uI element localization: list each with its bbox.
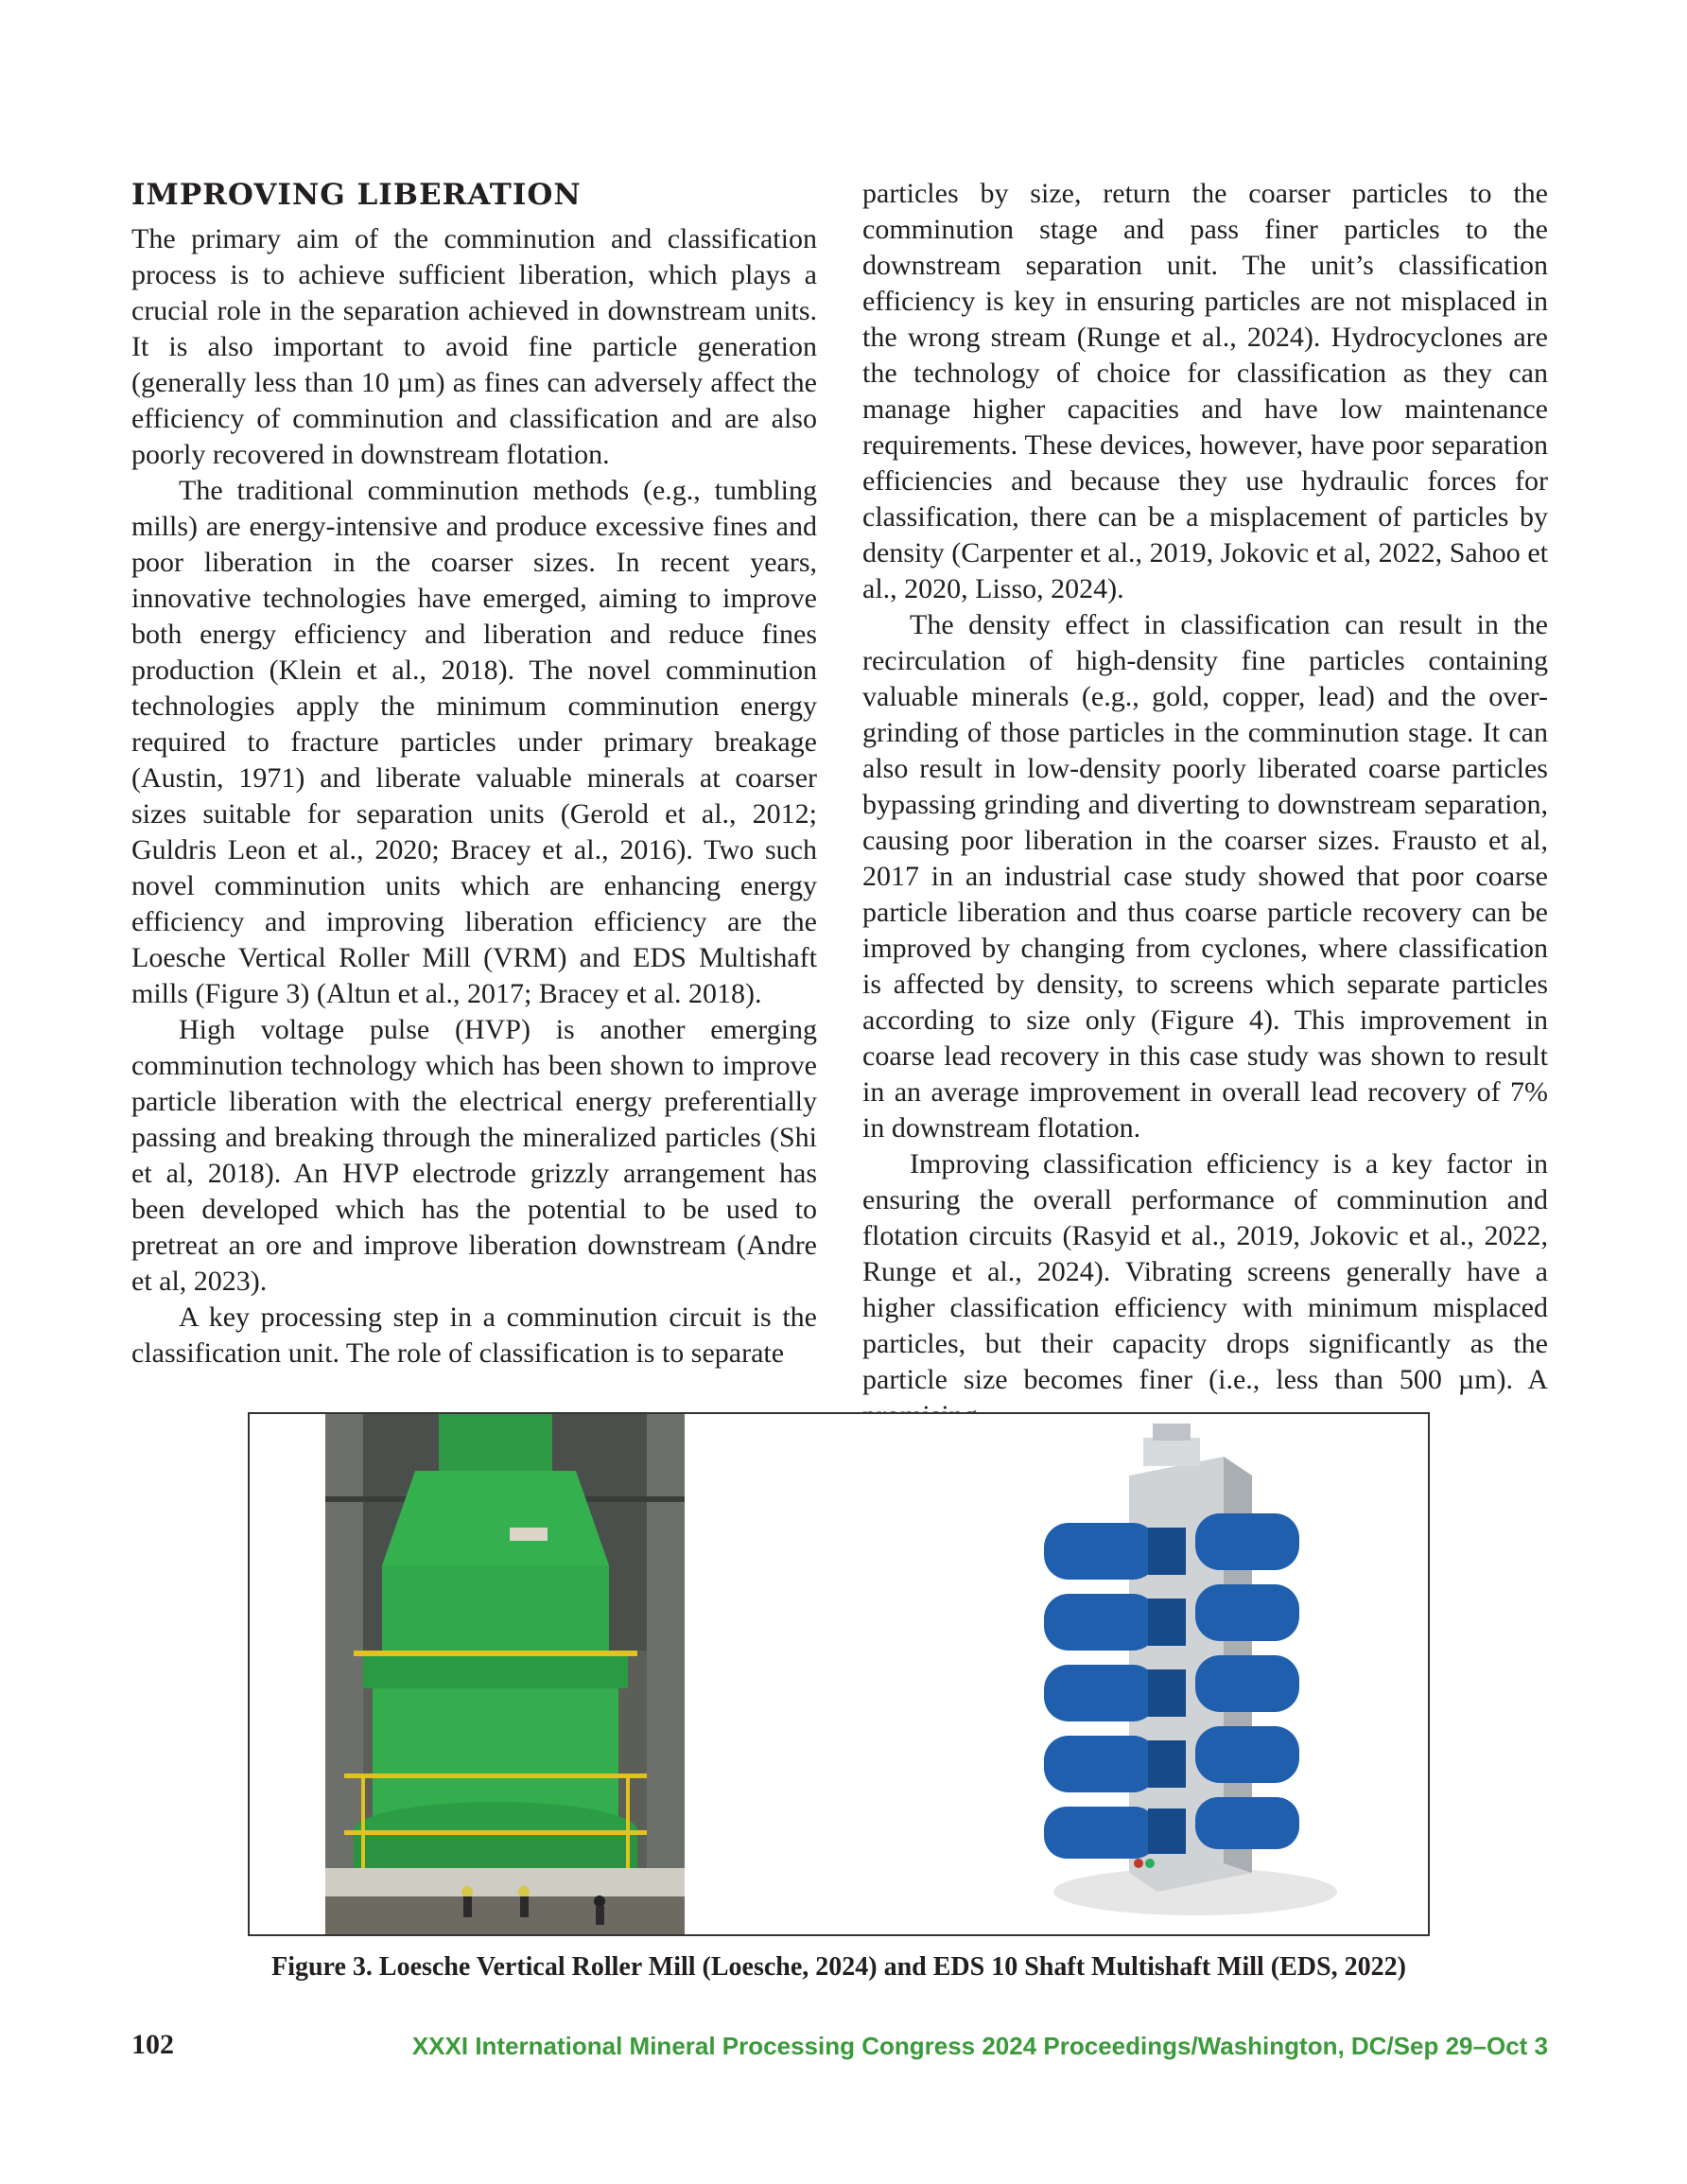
footer-title: XXXI International Mineral Processing Congress 2024 Proceedings/Washington, DC/Sep 29–Oct 3 [411, 2032, 1548, 2060]
section-heading: IMPROVING LIBERATION [131, 178, 582, 212]
paragraph: High voltage pulse (HVP) is another emerging comminution technology which has been shown to improve particle liberation with the electrical energy preferentially passing and breaking through the mineralized particles (Shi et al, 2018). An HVP electrode grizzly arrangement has been developed which has the potential to be used to pretreat an ore and improve liberation downstream (Andre et al, 2023). [131, 1014, 817, 1297]
paragraph: particles by size, return the coarser particles to the comminution stage and pass finer particles to the downstream separation unit. The unit’s classification efficiency is key in ensuring particles are not misplaced in the wrong stream (Runge et al., 2024). Hydrocyclones are the technology of choice for classification as they can manage higher capacities and have low maintenance requirements. These devices, however, have poor separation efficiencies and because they use hydraulic forces for classification, there can be a misplacement of particles by density (Carpenter et al., 2019, Jokovic et al, 2022, Sahoo et al., 2020, Lisso, 2024). [862, 178, 1548, 604]
figure-3 [248, 1412, 1430, 1936]
paragraph: Improving classification efficiency is a key factor in ensuring the overall performance of comminution and flotation circuits (Rasyid et al., 2019, Jokovic et al., 2022, Runge et al., 2024). Vibrating screens generally have a higher classification efficiency with minimum misplaced particles, but their capacity drops significantly as the particle size becomes finer (i.e., less than 500 µm). A [862, 1148, 1548, 1395]
paragraph: A key processing step in a comminution circuit is the classification unit. The role of classification is to separate [131, 1302, 817, 1369]
figure-caption: Figure 3. Loesche Vertical Roller Mill (Loesche, 2024) and EDS 10 Shaft Multishaft Mill (EDS, 2022) [271, 1952, 1406, 1982]
page-number: 102 [131, 2029, 174, 2060]
left-column [131, 176, 817, 1372]
paragraph: The density effect in classification can result in the recirculation of high-density fine particles containing valuable minerals (e.g., gold, copper, lead) and the over-grinding of those particles in the comminution stage. It can also result in low-density poorly liberated coarse particles bypassing grinding and diverting to downstream separation, causing poor liberation in the coarser sizes. Frausto et al, 2017 in an industrial case study showed that poor coarse particle liberation and thus coarse particle recovery can be improved by changing from cyclones, where classification is affected by density, to screens which separate particles according to size only (Figure 4). This improvement in coarse lead recovery in this case study was shown to result in an average improvement in overall lead recovery of 7% in downstream flotation. [862, 609, 1548, 1144]
multishaft-mill-image [1006, 1419, 1347, 1930]
right-column [862, 176, 1548, 1434]
vertical-roller-mill-photo [325, 1414, 685, 1934]
paragraph: The primary aim of the comminution and classification process is to achieve sufficient liberation, which plays a crucial role in the separation achieved in downstream units. It is also important to avoid fine particle generation (generally less than 10 µm) as fines can adversely affect the efficiency of comminution and classification and are also poorly recovered in downstream flotation. [131, 223, 817, 470]
paragraph: The traditional comminution methods (e.g., tumbling mills) are energy-intensive and produce excessive fines and poor liberation in the coarser sizes. In recent years, innovative technologies have emerged, aiming to improve both energy efficiency and liberation and reduce fines production (Klein et al., 2018). The novel comminution technologies apply the minimum comminution energy required to fracture particles under primary breakage (Austin, 1971) and liberate valuable minerals at coarser sizes suitable for separation units (Gerold et al., 2012; Guldris Leon et al., 2020; Bracey et al., 2016). Two such novel comminution units which are enhancing energy efficiency and improving liberation efficiency are the Loesche Vertical Roller Mill (VRM) and EDS Multishaft mills (Figure 3) (Altun et al., 2017; Bracey et al. 2018). [131, 475, 817, 1009]
